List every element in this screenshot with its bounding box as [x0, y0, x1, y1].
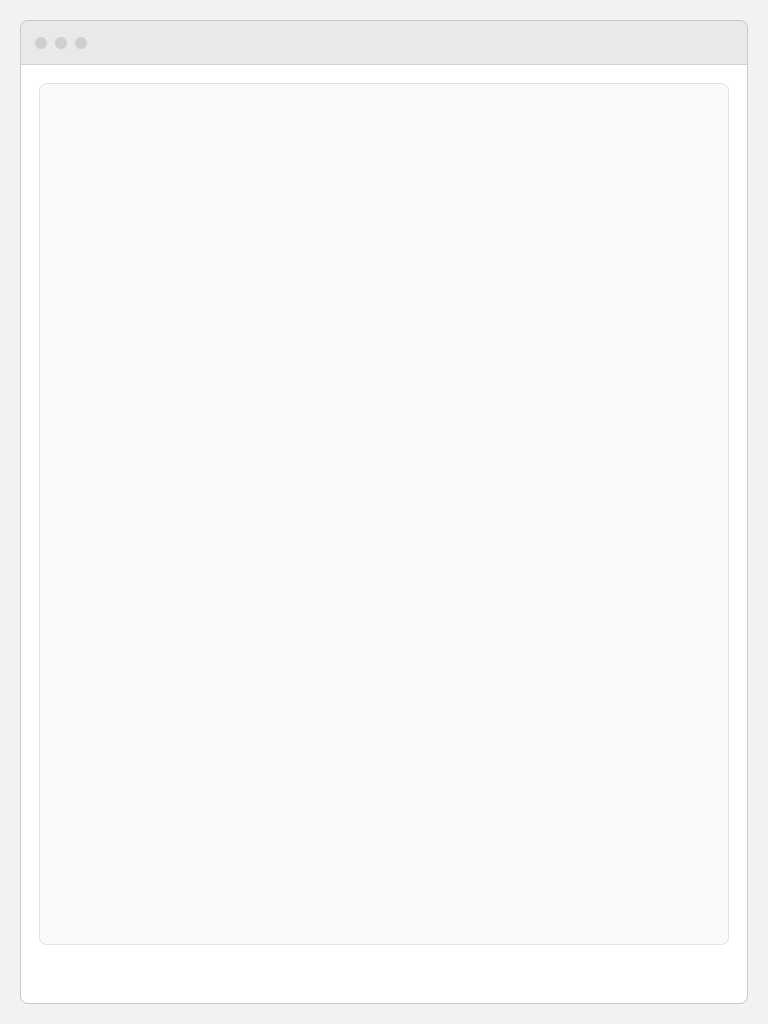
- main-content: [21, 65, 747, 963]
- content-area: [39, 83, 729, 945]
- window-maximize-icon[interactable]: [75, 37, 87, 49]
- window-minimize-icon[interactable]: [55, 37, 67, 49]
- window-close-icon[interactable]: [35, 37, 47, 49]
- app-window: [20, 20, 748, 1004]
- window-titlebar: [21, 21, 747, 65]
- window-controls: [35, 37, 87, 49]
